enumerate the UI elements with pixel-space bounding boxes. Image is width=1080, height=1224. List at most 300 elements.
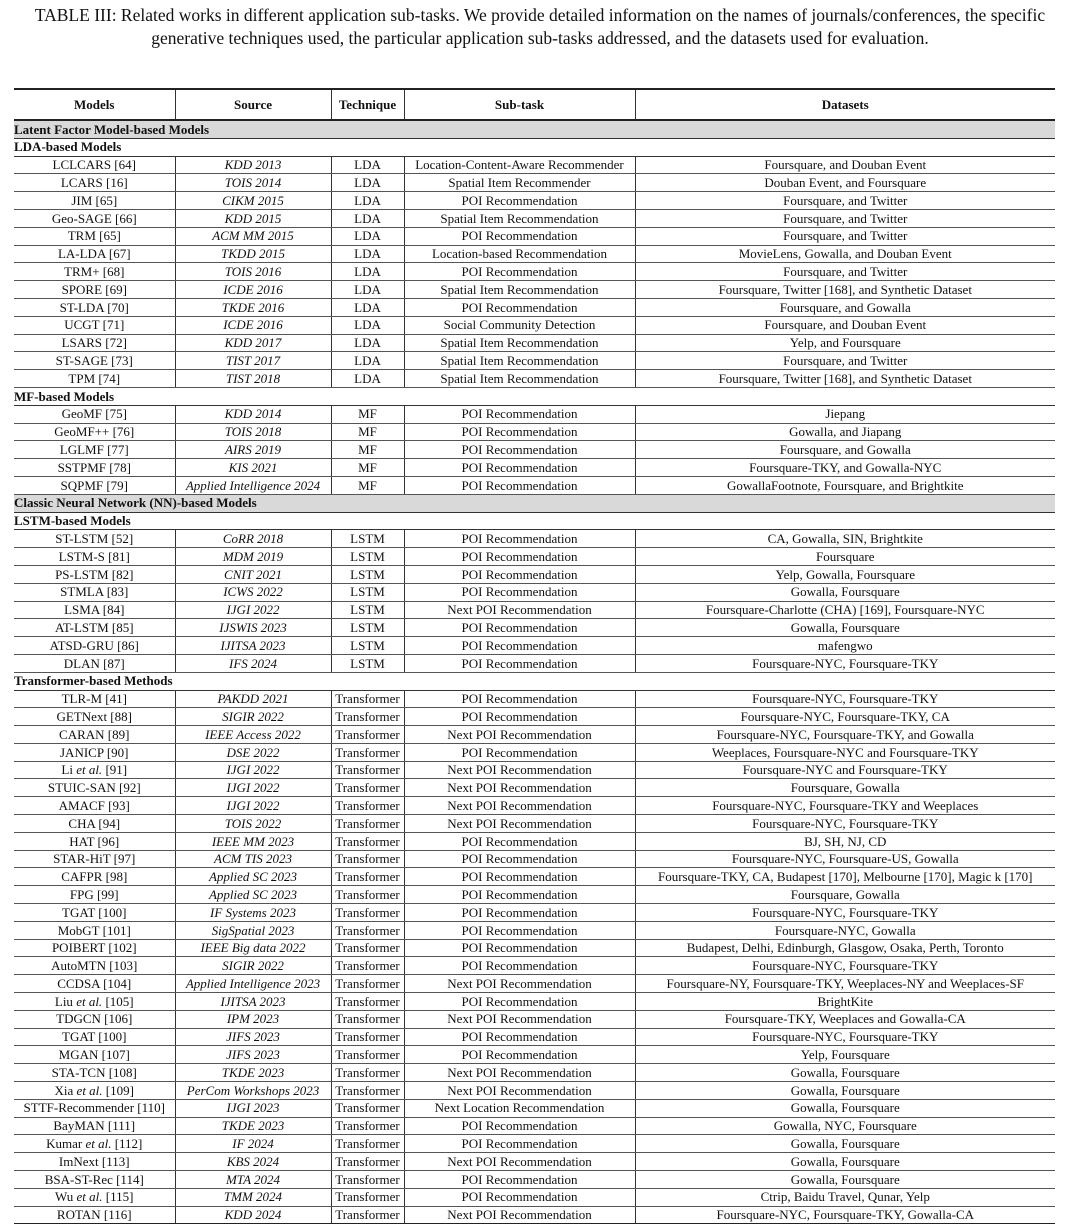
table-row <box>14 1010 1055 1028</box>
cell-source: IEEE MM 2023 <box>175 832 331 850</box>
table-row <box>14 1046 1055 1064</box>
cell-subtask: POI Recommendation <box>404 298 635 316</box>
cell-source: KDD 2013 <box>175 156 331 174</box>
cell-model: STTF-Recommender [110] <box>14 1099 175 1117</box>
cell-source: ACM MM 2015 <box>175 227 331 245</box>
cell-model: Xia et al. [109] <box>14 1082 175 1100</box>
cell-technique: LDA <box>331 209 404 227</box>
cell-technique: Transformer <box>331 921 404 939</box>
cell-datasets: Foursquare, and Gowalla <box>635 441 1055 459</box>
table-row <box>14 1064 1055 1082</box>
cell-technique: Transformer <box>331 939 404 957</box>
cell-technique: LDA <box>331 298 404 316</box>
cell-datasets: Yelp, Gowalla, Foursquare <box>635 565 1055 583</box>
cell-technique: Transformer <box>331 957 404 975</box>
table-row <box>14 352 1055 370</box>
cell-technique: Transformer <box>331 975 404 993</box>
cell-model: TRM [65] <box>14 227 175 245</box>
cell-datasets: Weeplaces, Foursquare-NYC and Foursquare-TKY <box>635 743 1055 761</box>
cell-subtask: POI Recommendation <box>404 637 635 655</box>
cell-source: TOIS 2018 <box>175 423 331 441</box>
cell-subtask: Spatial Item Recommendation <box>404 370 635 388</box>
cell-datasets: Budapest, Delhi, Edinburgh, Glasgow, Osaka, Perth, Toronto <box>635 939 1055 957</box>
cell-datasets: Foursquare, Twitter [168], and Synthetic Dataset <box>635 370 1055 388</box>
cell-technique: LSTM <box>331 583 404 601</box>
cell-model: ImNext [113] <box>14 1153 175 1171</box>
cell-subtask: POI Recommendation <box>404 921 635 939</box>
cell-model: BSA-ST-Rec [114] <box>14 1171 175 1189</box>
cell-subtask: POI Recommendation <box>404 459 635 477</box>
cell-technique: LDA <box>331 334 404 352</box>
cell-model: TRM+ [68] <box>14 263 175 281</box>
cell-model: STAR-HiT [97] <box>14 850 175 868</box>
cell-datasets: Gowalla, NYC, Foursquare <box>635 1117 1055 1135</box>
cell-datasets: Jiepang <box>635 405 1055 423</box>
cell-model: Liu et al. [105] <box>14 993 175 1011</box>
cell-model: MGAN [107] <box>14 1046 175 1064</box>
cell-datasets: Foursquare-TKY, Weeplaces and Gowalla-CA <box>635 1010 1055 1028</box>
cell-technique: Transformer <box>331 850 404 868</box>
section-title: Latent Factor Model-based Models <box>14 120 1055 138</box>
cell-source: IJITSA 2023 <box>175 993 331 1011</box>
cell-technique: Transformer <box>331 708 404 726</box>
cell-source: SIGIR 2022 <box>175 957 331 975</box>
header-subtask: Sub-task <box>404 89 635 120</box>
cell-source: IEEE Big data 2022 <box>175 939 331 957</box>
cell-subtask: Spatial Item Recommendation <box>404 352 635 370</box>
group-title: Transformer-based Methods <box>14 672 1055 690</box>
cell-subtask: Next POI Recommendation <box>404 726 635 744</box>
cell-subtask: Spatial Item Recommendation <box>404 334 635 352</box>
cell-source: Applied Intelligence 2024 <box>175 476 331 494</box>
table-row <box>14 904 1055 922</box>
table-row <box>14 476 1055 494</box>
cell-model: Wu et al. [115] <box>14 1188 175 1206</box>
cell-source: TKDD 2015 <box>175 245 331 263</box>
cell-technique: LDA <box>331 263 404 281</box>
cell-model: JIM [65] <box>14 192 175 210</box>
cell-source: TKDE 2023 <box>175 1064 331 1082</box>
cell-source: KDD 2015 <box>175 209 331 227</box>
cell-datasets: Foursquare-NY, Foursquare-TKY, Weeplaces-NY and Weeplaces-SF <box>635 975 1055 993</box>
cell-model: PS-LSTM [82] <box>14 565 175 583</box>
cell-subtask: POI Recommendation <box>404 654 635 672</box>
cell-model: POIBERT [102] <box>14 939 175 957</box>
cell-subtask: POI Recommendation <box>404 957 635 975</box>
cell-model: Kumar et al. [112] <box>14 1135 175 1153</box>
cell-source: KBS 2024 <box>175 1153 331 1171</box>
cell-datasets: Foursquare-NYC, Foursquare-TKY <box>635 904 1055 922</box>
cell-subtask: POI Recommendation <box>404 993 635 1011</box>
table-caption: TABLE III: Related works in different application sub-tasks. We provide detailed information on the names of journals/conferences, the specific generative techniques used, the particular application sub-tasks addressed, and the datasets used for evaluation. <box>34 5 1046 48</box>
cell-technique: LDA <box>331 245 404 263</box>
cell-source: MDM 2019 <box>175 548 331 566</box>
cell-subtask: POI Recommendation <box>404 423 635 441</box>
cell-technique: LSTM <box>331 548 404 566</box>
cell-technique: Transformer <box>331 1064 404 1082</box>
table-row <box>14 192 1055 210</box>
table-row <box>14 1135 1055 1153</box>
cell-datasets: Foursquare, and Douban Event <box>635 316 1055 334</box>
table-row <box>14 227 1055 245</box>
cell-technique: MF <box>331 423 404 441</box>
cell-source: JIFS 2023 <box>175 1028 331 1046</box>
cell-subtask: Next POI Recommendation <box>404 1153 635 1171</box>
table-row <box>14 441 1055 459</box>
cell-source: PerCom Workshops 2023 <box>175 1082 331 1100</box>
cell-source: MTA 2024 <box>175 1171 331 1189</box>
cell-technique: Transformer <box>331 761 404 779</box>
cell-subtask: POI Recommendation <box>404 832 635 850</box>
cell-subtask: POI Recommendation <box>404 886 635 904</box>
cell-source: TOIS 2016 <box>175 263 331 281</box>
cell-datasets: Yelp, and Foursquare <box>635 334 1055 352</box>
cell-datasets: Foursquare, and Twitter <box>635 227 1055 245</box>
cell-source: IPM 2023 <box>175 1010 331 1028</box>
table-header-row <box>14 89 1055 120</box>
table-row <box>14 708 1055 726</box>
cell-datasets: Foursquare, and Gowalla <box>635 298 1055 316</box>
cell-subtask: Next POI Recommendation <box>404 601 635 619</box>
cell-technique: LDA <box>331 316 404 334</box>
cell-datasets: Foursquare-NYC, Foursquare-US, Gowalla <box>635 850 1055 868</box>
table-row <box>14 886 1055 904</box>
cell-subtask: Spatial Item Recommender <box>404 174 635 192</box>
table-body <box>14 120 1055 1224</box>
cell-technique: LDA <box>331 370 404 388</box>
cell-technique: MF <box>331 441 404 459</box>
cell-model: CARAN [89] <box>14 726 175 744</box>
group-title: MF-based Models <box>14 387 1055 405</box>
cell-subtask: POI Recommendation <box>404 405 635 423</box>
table-row <box>14 1082 1055 1100</box>
cell-model: ATSD-GRU [86] <box>14 637 175 655</box>
cell-model: LGLMF [77] <box>14 441 175 459</box>
cell-datasets: MovieLens, Gowalla, and Douban Event <box>635 245 1055 263</box>
table-row <box>14 1153 1055 1171</box>
cell-source: KDD 2014 <box>175 405 331 423</box>
table-row <box>14 1188 1055 1206</box>
cell-model: TGAT [100] <box>14 1028 175 1046</box>
cell-datasets: Foursquare-TKY, and Gowalla-NYC <box>635 459 1055 477</box>
cell-technique: LSTM <box>331 601 404 619</box>
cell-technique: Transformer <box>331 779 404 797</box>
cell-subtask: Location-based Recommendation <box>404 245 635 263</box>
cell-source: TIST 2018 <box>175 370 331 388</box>
cell-datasets: BJ, SH, NJ, CD <box>635 832 1055 850</box>
cell-technique: Transformer <box>331 1028 404 1046</box>
cell-model: FPG [99] <box>14 886 175 904</box>
cell-datasets: Foursquare, and Twitter <box>635 263 1055 281</box>
cell-technique: Transformer <box>331 886 404 904</box>
cell-datasets: Douban Event, and Foursquare <box>635 174 1055 192</box>
cell-subtask: POI Recommendation <box>404 1188 635 1206</box>
cell-technique: Transformer <box>331 743 404 761</box>
cell-source: IJGI 2023 <box>175 1099 331 1117</box>
cell-model: LCLCARS [64] <box>14 156 175 174</box>
table-row <box>14 761 1055 779</box>
table-row <box>14 1028 1055 1046</box>
cell-model: GETNext [88] <box>14 708 175 726</box>
cell-source: IJGI 2022 <box>175 779 331 797</box>
cell-technique: Transformer <box>331 1135 404 1153</box>
group-header-row <box>14 512 1055 530</box>
table-row <box>14 245 1055 263</box>
cell-technique: LSTM <box>331 619 404 637</box>
cell-datasets: Foursquare, Gowalla <box>635 886 1055 904</box>
cell-source: PAKDD 2021 <box>175 690 331 708</box>
cell-model: Li et al. [91] <box>14 761 175 779</box>
table-row <box>14 1171 1055 1189</box>
cell-model: AMACF [93] <box>14 797 175 815</box>
cell-subtask: POI Recommendation <box>404 868 635 886</box>
cell-model: STMLA [83] <box>14 583 175 601</box>
cell-subtask: Next POI Recommendation <box>404 779 635 797</box>
section-header-row <box>14 494 1055 512</box>
cell-technique: Transformer <box>331 868 404 886</box>
cell-subtask: Next POI Recommendation <box>404 1082 635 1100</box>
cell-model: GeoMF [75] <box>14 405 175 423</box>
cell-subtask: Location-Content-Aware Recommender <box>404 156 635 174</box>
cell-datasets: Gowalla, Foursquare <box>635 1135 1055 1153</box>
cell-source: ACM TIS 2023 <box>175 850 331 868</box>
cell-source: AIRS 2019 <box>175 441 331 459</box>
cell-model: TGAT [100] <box>14 904 175 922</box>
cell-subtask: Social Community Detection <box>404 316 635 334</box>
cell-source: CoRR 2018 <box>175 530 331 548</box>
cell-model: AT-LSTM [85] <box>14 619 175 637</box>
cell-model: AutoMTN [103] <box>14 957 175 975</box>
cell-technique: MF <box>331 405 404 423</box>
table-row <box>14 957 1055 975</box>
section-header-row <box>14 120 1055 138</box>
cell-source: IJITSA 2023 <box>175 637 331 655</box>
cell-technique: LSTM <box>331 637 404 655</box>
table-row <box>14 921 1055 939</box>
cell-datasets: Foursquare-NYC, Foursquare-TKY <box>635 957 1055 975</box>
cell-model: BayMAN [111] <box>14 1117 175 1135</box>
cell-source: IJSWIS 2023 <box>175 619 331 637</box>
cell-technique: LDA <box>331 156 404 174</box>
cell-subtask: POI Recommendation <box>404 548 635 566</box>
cell-model: SPORE [69] <box>14 281 175 299</box>
cell-technique: Transformer <box>331 1171 404 1189</box>
cell-source: SIGIR 2022 <box>175 708 331 726</box>
cell-subtask: Next POI Recommendation <box>404 1064 635 1082</box>
cell-technique: Transformer <box>331 726 404 744</box>
cell-technique: LDA <box>331 174 404 192</box>
cell-source: KDD 2017 <box>175 334 331 352</box>
table-row <box>14 797 1055 815</box>
cell-datasets: Gowalla, Foursquare <box>635 1171 1055 1189</box>
cell-datasets: Foursquare-NYC, Foursquare-TKY, Gowalla-CA <box>635 1206 1055 1224</box>
cell-source: JIFS 2023 <box>175 1046 331 1064</box>
table-row <box>14 334 1055 352</box>
cell-technique: Transformer <box>331 904 404 922</box>
cell-model: ST-LSTM [52] <box>14 530 175 548</box>
cell-model: TLR-M [41] <box>14 690 175 708</box>
cell-model: STUIC-SAN [92] <box>14 779 175 797</box>
section-title: Classic Neural Network (NN)-based Models <box>14 494 1055 512</box>
cell-technique: MF <box>331 459 404 477</box>
cell-subtask: POI Recommendation <box>404 1046 635 1064</box>
table-row <box>14 726 1055 744</box>
table-row <box>14 815 1055 833</box>
cell-subtask: POI Recommendation <box>404 1117 635 1135</box>
cell-datasets: Gowalla, Foursquare <box>635 1064 1055 1082</box>
cell-subtask: POI Recommendation <box>404 263 635 281</box>
cell-model: SSTPMF [78] <box>14 459 175 477</box>
table-row <box>14 619 1055 637</box>
cell-datasets: Foursquare-NYC, Gowalla <box>635 921 1055 939</box>
cell-datasets: BrightKite <box>635 993 1055 1011</box>
cell-datasets: Foursquare, Twitter [168], and Synthetic Dataset <box>635 281 1055 299</box>
cell-technique: Transformer <box>331 815 404 833</box>
cell-model: GeoMF++ [76] <box>14 423 175 441</box>
group-header-row <box>14 387 1055 405</box>
cell-technique: Transformer <box>331 1206 404 1224</box>
cell-subtask: Next POI Recommendation <box>404 815 635 833</box>
cell-source: SigSpatial 2023 <box>175 921 331 939</box>
cell-subtask: Next POI Recommendation <box>404 975 635 993</box>
cell-subtask: POI Recommendation <box>404 1171 635 1189</box>
cell-model: LA-LDA [67] <box>14 245 175 263</box>
cell-technique: LDA <box>331 227 404 245</box>
cell-technique: LDA <box>331 352 404 370</box>
cell-subtask: POI Recommendation <box>404 904 635 922</box>
table-row <box>14 423 1055 441</box>
cell-technique: Transformer <box>331 1082 404 1100</box>
cell-source: Applied SC 2023 <box>175 868 331 886</box>
cell-datasets: Gowalla, Foursquare <box>635 1099 1055 1117</box>
header-datasets: Datasets <box>635 89 1055 120</box>
cell-model: ROTAN [116] <box>14 1206 175 1224</box>
cell-technique: Transformer <box>331 1010 404 1028</box>
cell-datasets: Foursquare, and Twitter <box>635 192 1055 210</box>
cell-subtask: POI Recommendation <box>404 1135 635 1153</box>
cell-source: DSE 2022 <box>175 743 331 761</box>
cell-model: TDGCN [106] <box>14 1010 175 1028</box>
table-row <box>14 281 1055 299</box>
cell-model: MobGT [101] <box>14 921 175 939</box>
cell-subtask: POI Recommendation <box>404 565 635 583</box>
cell-source: ICDE 2016 <box>175 281 331 299</box>
cell-technique: MF <box>331 476 404 494</box>
cell-source: TMM 2024 <box>175 1188 331 1206</box>
table-row <box>14 174 1055 192</box>
cell-datasets: Foursquare-NYC, Foursquare-TKY, and Gowalla <box>635 726 1055 744</box>
cell-source: TOIS 2022 <box>175 815 331 833</box>
cell-source: IEEE Access 2022 <box>175 726 331 744</box>
table-row <box>14 370 1055 388</box>
table-row <box>14 993 1055 1011</box>
cell-datasets: Foursquare-NYC, Foursquare-TKY <box>635 690 1055 708</box>
table-row <box>14 637 1055 655</box>
cell-model: DLAN [87] <box>14 654 175 672</box>
header-technique: Technique <box>331 89 404 120</box>
cell-datasets: Foursquare-NYC, Foursquare-TKY <box>635 1028 1055 1046</box>
cell-technique: Transformer <box>331 1046 404 1064</box>
table-row <box>14 583 1055 601</box>
cell-subtask: POI Recommendation <box>404 619 635 637</box>
cell-source: IFS 2024 <box>175 654 331 672</box>
cell-source: IJGI 2022 <box>175 797 331 815</box>
cell-subtask: Next Location Recommendation <box>404 1099 635 1117</box>
cell-model: ST-SAGE [73] <box>14 352 175 370</box>
table-row <box>14 298 1055 316</box>
cell-datasets: Foursquare-Charlotte (CHA) [169], Foursquare-NYC <box>635 601 1055 619</box>
cell-model: LSMA [84] <box>14 601 175 619</box>
table-row <box>14 565 1055 583</box>
cell-subtask: POI Recommendation <box>404 583 635 601</box>
cell-technique: Transformer <box>331 993 404 1011</box>
cell-datasets: Foursquare-NYC, Foursquare-TKY <box>635 815 1055 833</box>
table-row <box>14 209 1055 227</box>
cell-datasets: Foursquare <box>635 548 1055 566</box>
cell-subtask: Next POI Recommendation <box>404 797 635 815</box>
cell-source: CIKM 2015 <box>175 192 331 210</box>
cell-subtask: POI Recommendation <box>404 441 635 459</box>
table-row <box>14 405 1055 423</box>
cell-datasets: GowallaFootnote, Foursquare, and Brightkite <box>635 476 1055 494</box>
cell-technique: Transformer <box>331 1188 404 1206</box>
cell-datasets: Foursquare-NYC and Foursquare-TKY <box>635 761 1055 779</box>
cell-source: IF Systems 2023 <box>175 904 331 922</box>
table-row <box>14 654 1055 672</box>
table-row <box>14 939 1055 957</box>
cell-subtask: POI Recommendation <box>404 192 635 210</box>
table-row <box>14 459 1055 477</box>
cell-source: IF 2024 <box>175 1135 331 1153</box>
table-row <box>14 530 1055 548</box>
cell-subtask: POI Recommendation <box>404 939 635 957</box>
cell-technique: LDA <box>331 281 404 299</box>
table-row <box>14 743 1055 761</box>
cell-datasets: Gowalla, Foursquare <box>635 1082 1055 1100</box>
cell-datasets: Foursquare, Gowalla <box>635 779 1055 797</box>
cell-technique: LSTM <box>331 565 404 583</box>
cell-technique: LSTM <box>331 530 404 548</box>
cell-source: IJGI 2022 <box>175 761 331 779</box>
group-header-row <box>14 672 1055 690</box>
cell-source: ICWS 2022 <box>175 583 331 601</box>
cell-model: UCGT [71] <box>14 316 175 334</box>
cell-subtask: Next POI Recommendation <box>404 761 635 779</box>
cell-source: TKDE 2023 <box>175 1117 331 1135</box>
cell-source: CNIT 2021 <box>175 565 331 583</box>
group-title: LDA-based Models <box>14 138 1055 156</box>
cell-model: CAFPR [98] <box>14 868 175 886</box>
cell-technique: LDA <box>331 192 404 210</box>
cell-datasets: Gowalla, Foursquare <box>635 619 1055 637</box>
cell-datasets: Gowalla, and Jiapang <box>635 423 1055 441</box>
table-row <box>14 832 1055 850</box>
cell-source: KDD 2024 <box>175 1206 331 1224</box>
cell-datasets: Yelp, Foursquare <box>635 1046 1055 1064</box>
table-row <box>14 690 1055 708</box>
group-header-row <box>14 138 1055 156</box>
cell-datasets: Foursquare-NYC, Foursquare-TKY, CA <box>635 708 1055 726</box>
cell-technique: Transformer <box>331 690 404 708</box>
cell-datasets: CA, Gowalla, SIN, Brightkite <box>635 530 1055 548</box>
cell-subtask: POI Recommendation <box>404 743 635 761</box>
cell-subtask: POI Recommendation <box>404 690 635 708</box>
cell-subtask: POI Recommendation <box>404 1028 635 1046</box>
cell-model: HAT [96] <box>14 832 175 850</box>
cell-datasets: Foursquare, and Twitter <box>635 209 1055 227</box>
cell-technique: LSTM <box>331 654 404 672</box>
cell-datasets: Foursquare, and Douban Event <box>635 156 1055 174</box>
